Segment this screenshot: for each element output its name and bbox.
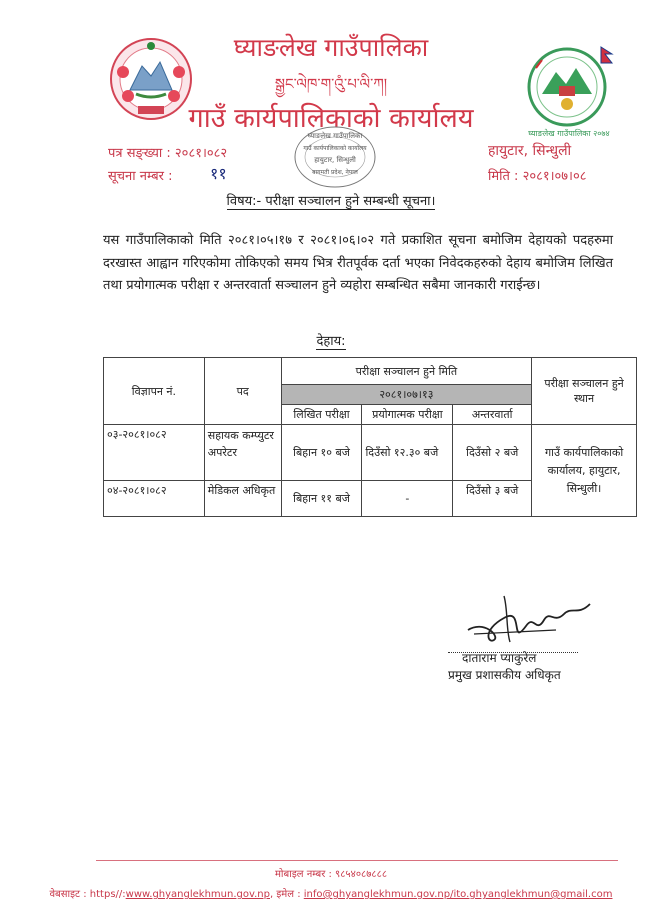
cell-antarvarta: दिउँसो ३ बजे — [453, 481, 532, 517]
municipality-title-tibetan: སྒྱང་ལེཁ་ག་འུཾ་པ་ལི་ཀ། — [274, 75, 388, 93]
header-date-group: परीक्षा सञ्चालन हुने मिति — [281, 358, 532, 385]
cell-sthan: गाउँ कार्यपालिकाको कार्यालय, हायुटार, सिन्धुली। — [532, 425, 637, 517]
header-date: २०८१।०७।१३ — [281, 385, 532, 405]
signatory-designation: प्रमुख प्रशासकीय अधिकृत — [448, 668, 561, 682]
footer-contact — [0, 886, 662, 900]
cell-vigyapan: ०४-२०८१।०८२ — [104, 481, 205, 517]
subject-line — [0, 191, 662, 209]
place: हायुटार, सिन्धुली — [488, 143, 572, 159]
notice-number-label: सूचना नम्बर : — [108, 169, 173, 184]
footer-mobile: मोबाइल नम्बर : ९८५४०८७८८८ — [274, 869, 388, 880]
signatory-name: दाताराम प्याकुरेल — [462, 651, 537, 665]
stamp-line-2: गाउँ कार्यपालिकाको कार्यालय — [303, 145, 367, 152]
signature-block — [448, 650, 561, 684]
exam-schedule-table — [103, 357, 637, 517]
cell-likhit: बिहान १० बजे — [281, 425, 362, 481]
cell-pad: मेडिकल अधिकृत — [204, 481, 281, 517]
cell-prayogatmak: - — [362, 481, 453, 517]
footer-divider — [96, 860, 618, 861]
cell-prayogatmak: दिउँसो १२.३० बजे — [362, 425, 453, 481]
email-link[interactable]: info@ghyanglekhmun.gov.np — [303, 889, 451, 900]
header-sthan: परीक्षा सञ्चालन हुने स्थान — [532, 358, 637, 425]
subject-text: विषय:- परीक्षा सञ्चालन हुने सम्बन्धी सूचना। — [226, 194, 436, 209]
header-vigyapan: विज्ञापन नं. — [104, 358, 205, 425]
municipality-title: घ्याङलेख गाउँपालिका — [233, 33, 429, 62]
dehay-heading — [0, 331, 662, 349]
signature-icon — [464, 590, 594, 652]
right-emblem-caption: घ्याङलेख गाउँपालिका २०७४ — [528, 129, 610, 138]
header-antarvarta: अन्तरवार्ता — [453, 405, 532, 425]
header-likhit: लिखित परीक्षा — [281, 405, 362, 425]
cell-likhit: बिहान ११ बजे — [281, 481, 362, 517]
office-title: गाउँ कार्यपालिकाको कार्यालय — [188, 103, 474, 134]
dehay-text: देहाय: — [316, 334, 346, 349]
notice-body: यस गाउँपालिकाको मिति २०८१।०५।१७ र २०८१।०६।०२ गते प्रकाशित सूचना बमोजिम देहायको पदहरुमा दरखास्त आह्वान गरिएकोमा तोकिएको समय भित्र रीतपूर्वक दर्ता भएका निवेदकहरुको देहाय बमोजिम लिखित तथा प्रयोगात्मक परीक्षा र अन्तरवार्ता सञ्चालन हुने व्यहोरा सम्बन्धित सबैमा जानकारी गराईन्छ। — [103, 233, 613, 293]
notice-number: ११ — [210, 164, 227, 183]
website-link[interactable]: www.ghyanglekhmun.gov.np — [125, 889, 270, 900]
cell-antarvarta: दिउँसो २ बजे — [453, 425, 532, 481]
cell-vigyapan: ०३-२०८१।०८२ — [104, 425, 205, 481]
stamp-line-4: बागमती प्रदेश, नेपाल — [312, 169, 358, 176]
header-pad: पद — [204, 358, 281, 425]
table-row — [104, 425, 637, 481]
header-prayogatmak: प्रयोगात्मक परीक्षा — [362, 405, 453, 425]
date: मिति : २०८१।०७।०८ — [488, 169, 587, 184]
stamp-line-1: घ्याङलेख गाउँपालिका — [307, 132, 363, 140]
office-stamp — [292, 124, 378, 190]
email-label: , इमेल : — [270, 889, 301, 900]
cell-pad: सहायक कम्प्युटर अपरेटर — [204, 425, 281, 481]
letter-number: पत्र सङ्ख्या : २०८१।०८२ — [108, 146, 228, 161]
email-link-2[interactable]: /ito.ghyanglekhmun@gmail.com — [450, 889, 613, 900]
website-label: वेबसाइट : https//: — [49, 889, 126, 900]
stamp-line-3: हायुटार, सिन्धुली — [314, 156, 356, 164]
